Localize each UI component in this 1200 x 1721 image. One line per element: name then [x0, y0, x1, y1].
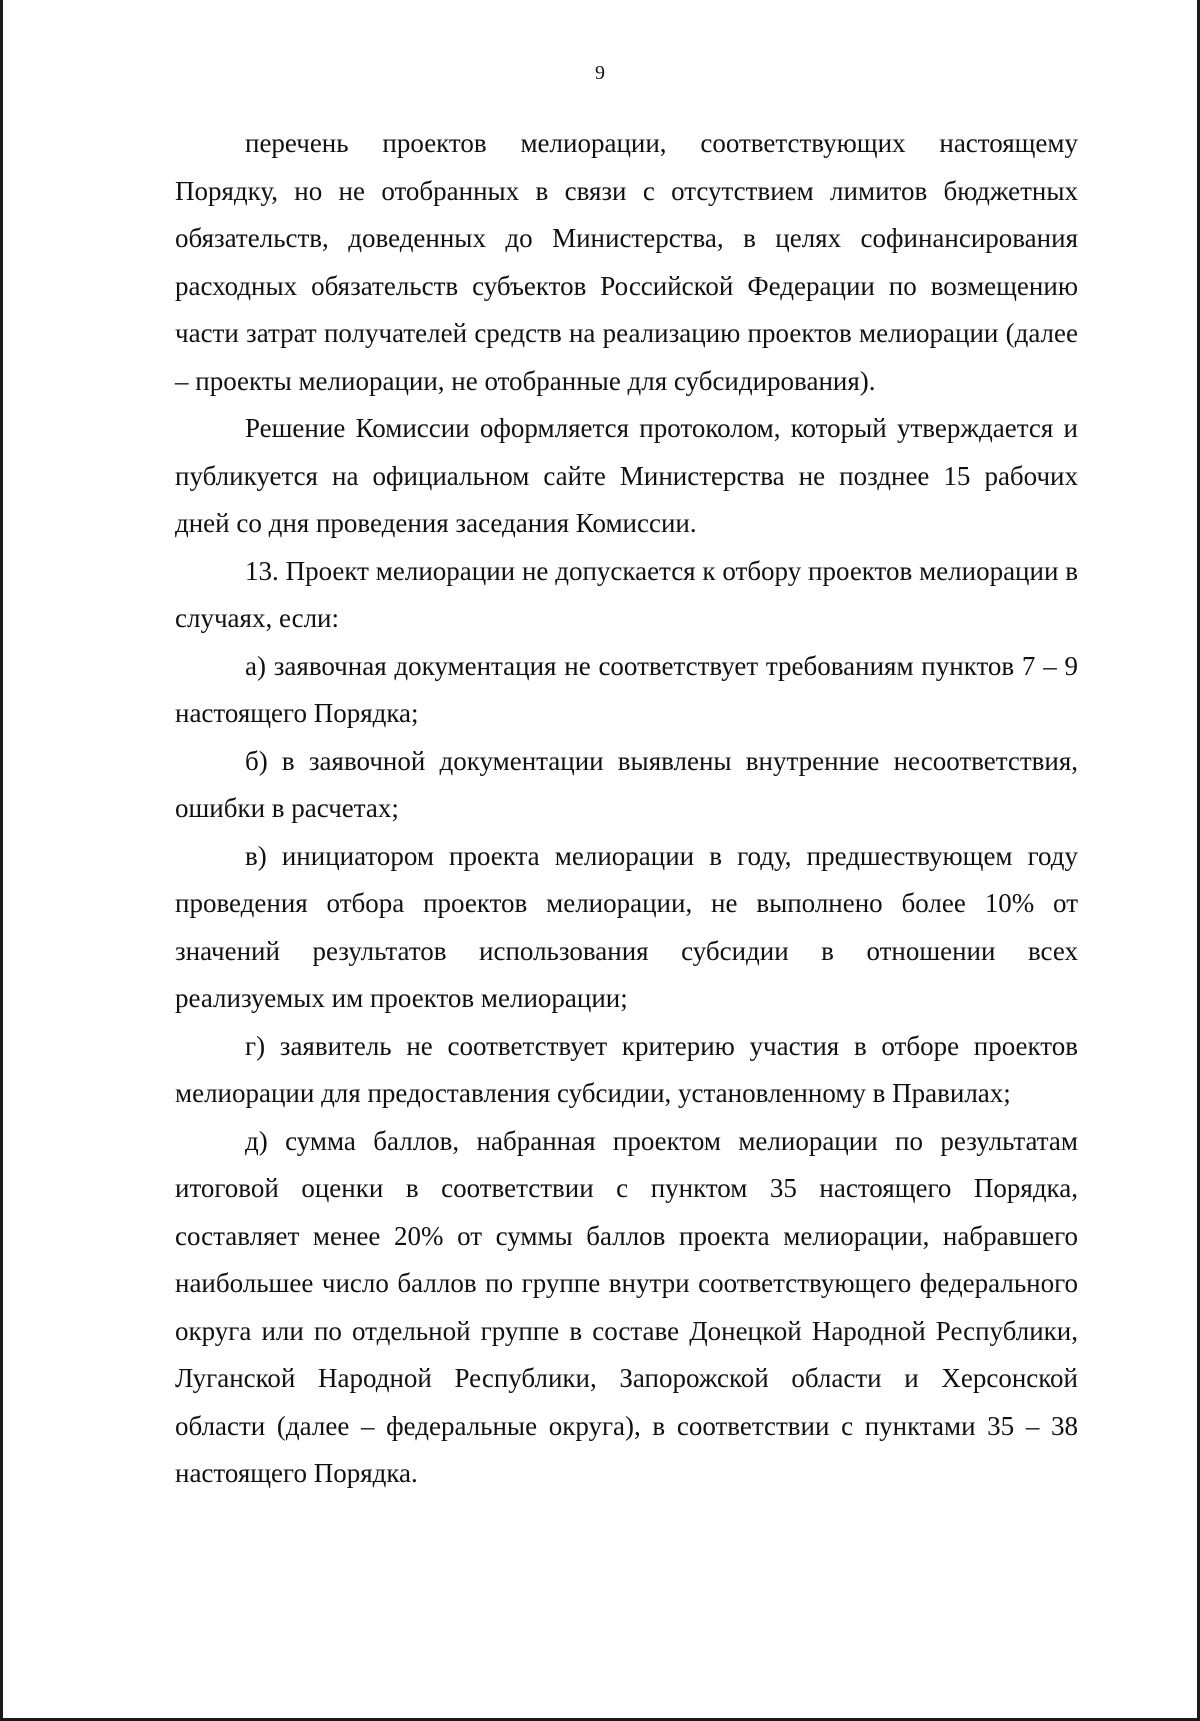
paragraph-clause-13-b: б) в заявочной документации выявлены внутренние несоответствия, ошибки в расчетах;: [175, 745, 1078, 823]
paragraph-commission-decision: Решение Комиссии оформляется протоколом, который утверждается и публикуется на официальном сайте Министерства не позднее 15 рабочих дней со дня проведения заседания Комиссии.: [175, 413, 1078, 538]
document-body: [175, 120, 1078, 1498]
paragraph-clause-13-d: д) сумма баллов, набранная проектом мелиорации по результатам итоговой оценки в соответствии с пунктом 35 настоящего Порядка, составляет менее 20% от суммы баллов проекта мелиорации, набравшего наибольшее число баллов по группе внутри соответствующего федерального округа или по отдельной группе в составе Донецкой Народной Республики, Луганской Народной Республики, Запорожской области и Херсонской области (далее – федеральные округа), в соответствии с пунктами 35 – 38 настоящего Порядка.: [175, 1125, 1078, 1488]
paragraph-clause-13-v: в) инициатором проекта мелиорации в году, предшествующем году проведения отбора проектов мелиорации, не выполнено более 10% от значений результатов использования субсидии в отношении всех реализуемых им проектов мелиорации;: [175, 840, 1078, 1013]
paragraph-clause-13: 13. Проект мелиорации не допускается к отбору проектов мелиорации в случаях, если:: [175, 555, 1078, 633]
paragraph-project-list-continuation: перечень проектов мелиорации, соответствующих настоящему Порядку, но не отобранных в связи с отсутствием лимитов бюджетных обязательств, доведенных до Министерства, в целях софинансирования расходных обязательств субъектов Российской Федерации по возмещению части затрат получателей средств на реализацию проектов мелиорации (далее – проекты мелиорации, не отобранные для субсидирования).: [175, 128, 1078, 396]
paragraph-clause-13-g: г) заявитель не соответствует критерию участия в отборе проектов мелиорации для предоставления субсидии, установленному в Правилах;: [175, 1030, 1078, 1108]
paragraph-clause-13-a: а) заявочная документация не соответствует требованиям пунктов 7 – 9 настоящего Порядка;: [175, 650, 1078, 728]
page-number: 9: [595, 62, 605, 84]
